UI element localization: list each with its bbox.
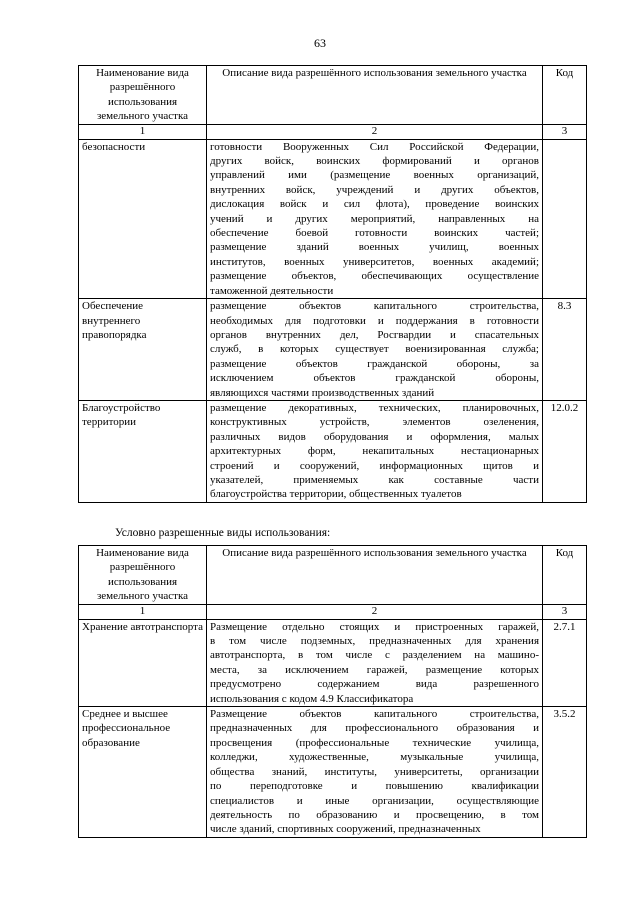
use-type-description [207,707,543,838]
description-line: внутренних войск, учреждений и других объектов, [210,183,539,196]
header-name: Наименование вида разрешённого использования земельного участка [79,546,207,605]
use-type-name: безопасности [79,139,207,298]
description-line: размещение декоративных, технических, планировочных, [210,401,539,414]
header-code: Код [543,546,587,605]
description-line: конструктивных устройств, элементов озеленения, [210,416,539,429]
column-number-2: 2 [207,124,543,139]
description-line: дислокация войск и сил флота), проведение воинских [210,198,539,211]
description-line: исключением объектов гражданской обороны, [210,372,539,385]
table-row [79,707,587,838]
description-line: органов внутренних дел, Росгвардии и спасательных [210,328,539,341]
table-row [79,400,587,502]
description-line: автотранспорта, в том числе с разделением на машино- [210,649,539,662]
use-type-name: Хранение автотранспорта [79,619,207,706]
use-type-name: Среднее и высшее профессиональное образование [79,707,207,838]
column-number-1: 1 [79,604,207,619]
use-type-name: Обеспечение внутреннего правопорядка [79,299,207,401]
use-type-description [207,400,543,502]
use-type-code: 12.0.2 [543,400,587,502]
description-line: строений и сооружений, информационных щитов и [210,459,539,472]
description-line: служб, в которых существует военизированная служба; [210,343,539,356]
description-line: деятельность по образованию и просвещению, в том [210,808,539,821]
use-type-code: 8.3 [543,299,587,401]
description-line: использования с кодом 4.9 Классификатора [210,692,414,705]
header-description: Описание вида разрешённого использования земельного участка [207,546,543,605]
description-line: обеспечение боевой готовности воинских частей; [210,227,539,240]
use-type-code [543,139,587,298]
description-line: предназначенных для профессионального образования и [210,722,539,735]
description-line: учений и других мероприятий, направленных на [210,212,539,225]
use-type-description [207,299,543,401]
use-type-description [207,139,543,298]
description-line: других войск, воинских формирований и органов [210,155,539,168]
table-body [79,619,587,837]
use-type-name: Благоустройство территории [79,400,207,502]
description-line: специалистов и иные организации, осуществляющие [210,794,539,807]
description-line: размещение объектов капитального строительства, [210,300,539,313]
column-number-row [79,124,587,139]
conditionally-permitted-uses-table [78,545,587,838]
use-type-code: 3.5.2 [543,707,587,838]
column-number-1: 1 [79,124,207,139]
description-line: управлений ими (размещение военных организаций, [210,169,539,182]
description-line: являющихся частями производственных зданий [210,386,435,399]
description-line: необходимых для подготовки и поддержания в готовности [210,314,539,327]
header-code: Код [543,66,587,125]
page-number: 63 [314,36,326,50]
description-line: предусмотрено содержанием вида разрешенного [210,678,539,691]
table-body [79,139,587,502]
column-number-3: 3 [543,604,587,619]
description-line: таможенной деятельности [210,284,334,297]
description-line: размещение объектов гражданской обороны, за [210,357,539,370]
header-description: Описание вида разрешённого использования земельного участка [207,66,543,125]
table-header-row [79,66,587,125]
permitted-uses-table [78,65,587,503]
description-line: в том числе подземных, предназначенных для хранения [210,635,539,648]
description-line: указателей, применяемых как составные части [210,473,539,486]
column-number-row [79,604,587,619]
column-number-3: 3 [543,124,587,139]
description-line: Размещение отдельно стоящих и пристроенных гаражей, [210,620,539,633]
use-type-description [207,619,543,706]
description-line: различных видов оборудования и оформления, малых [210,430,539,443]
header-name: Наименование вида разрешённого использования земельного участка [79,66,207,125]
use-type-code: 2.7.1 [543,619,587,706]
description-line: числе зданий, спортивных сооружений, предназначенных [210,823,481,836]
table-row [79,619,587,706]
description-line: Размещение объектов капитального строительства, [210,708,539,721]
table-header-row [79,546,587,605]
description-line: размещение зданий военных училищ, военных [210,241,539,254]
description-line: благоустройства территории, общественных туалетов [210,488,462,501]
section-caption: Условно разрешенные виды использования: [115,527,331,539]
description-line: просвещения (профессиональные технические училища, [210,736,539,749]
table-row [79,139,587,298]
description-line: размещение объектов, обеспечивающих осуществление [210,270,539,283]
description-line: места, за исключением гаражей, размещение которых [210,663,539,676]
description-line: по переподготовке и повышению квалификации [210,780,539,793]
description-line: архитектурных форм, некапитальных нестационарных [210,445,539,458]
description-line: готовности Вооруженных Сил Российской Федерации, [210,140,539,153]
description-line: институтов, военных университетов, военных академий; [210,255,539,268]
table-row [79,299,587,401]
column-number-2: 2 [207,604,543,619]
description-line: колледжи, художественные, музыкальные училища, [210,751,539,764]
description-line: общества знаний, институты, университеты, организации [210,765,539,778]
